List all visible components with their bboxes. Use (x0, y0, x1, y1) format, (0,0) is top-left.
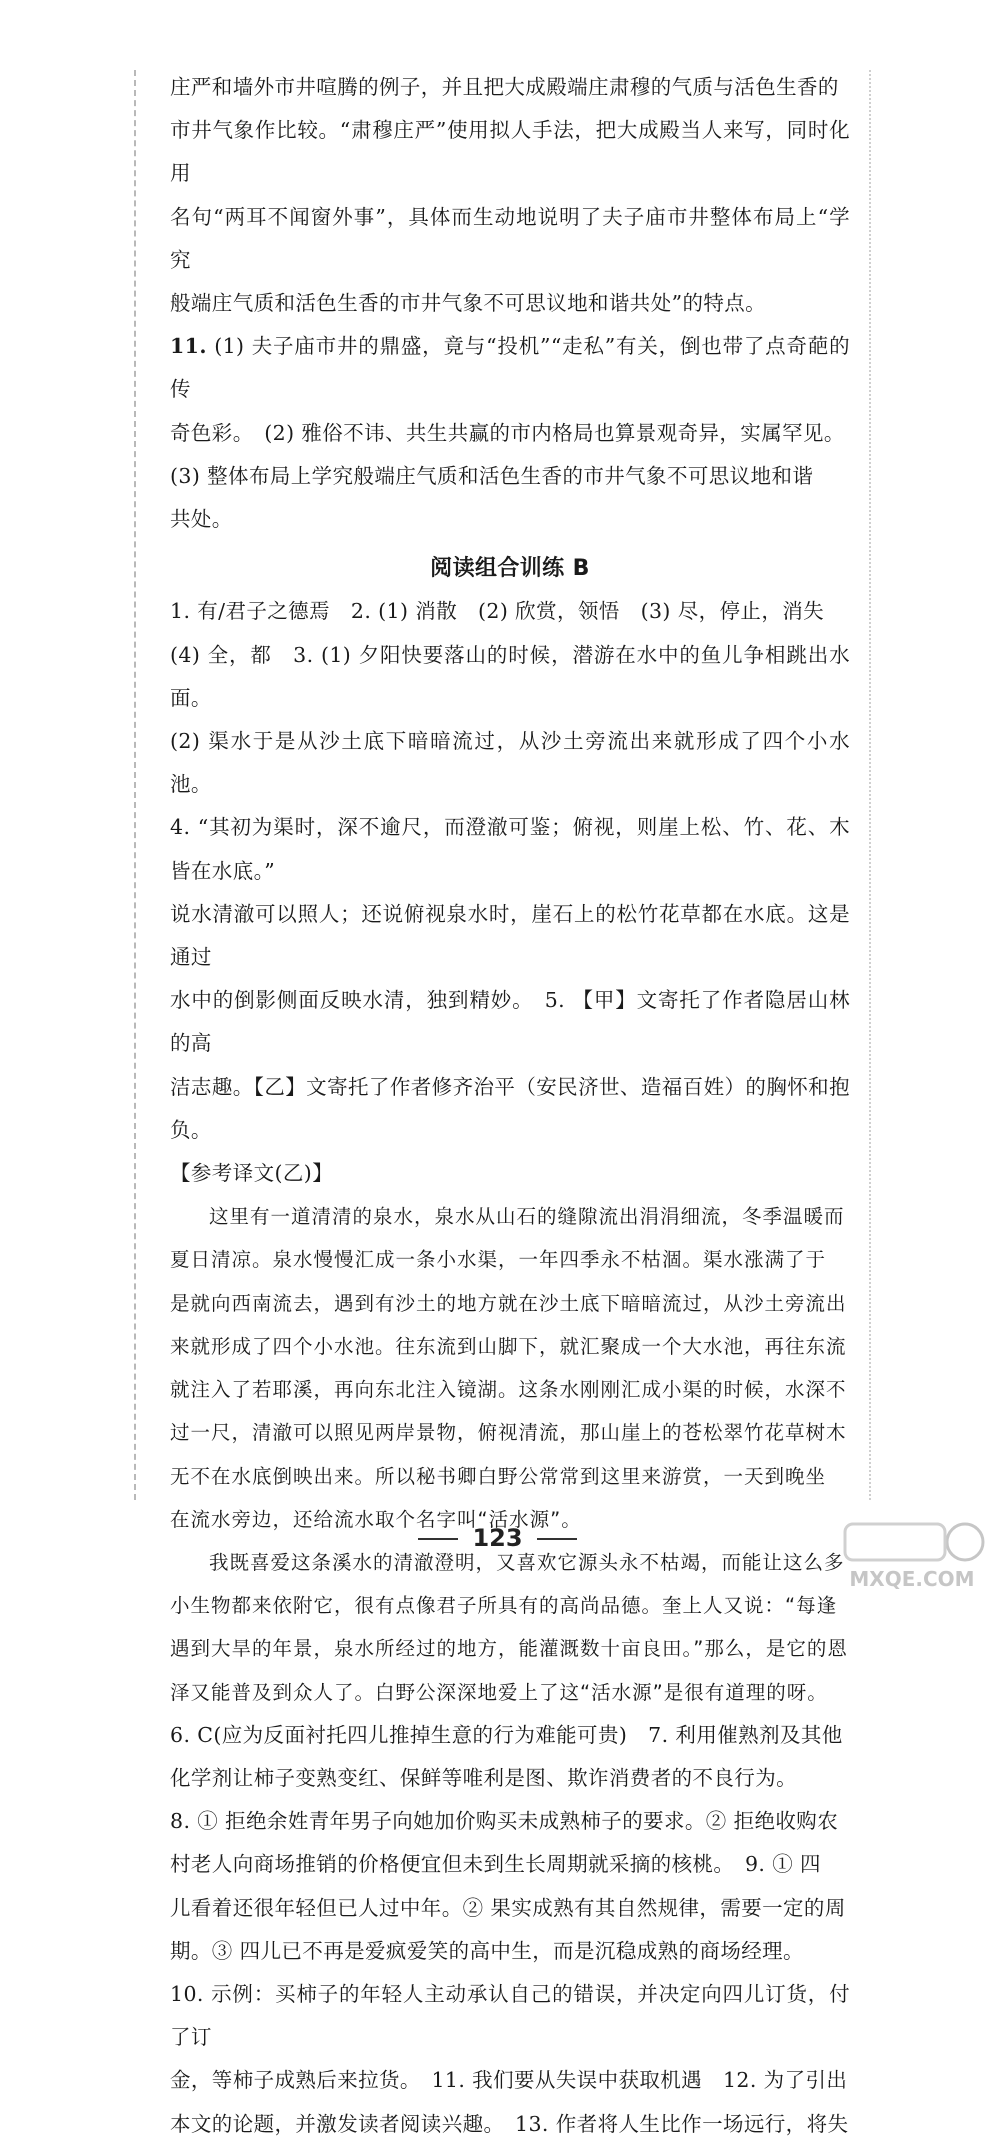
text-line: 共处。 (170, 507, 233, 532)
watermark-logo (837, 1514, 987, 1594)
answer-line: 期。③ 四儿已不再是爱疯爱笑的高中生，而是沉稳成熟的商场经理。 (170, 1938, 804, 1963)
question-number: 11. (170, 334, 207, 359)
translation-line: 遇到大旱的年景，泉水所经过的地方，能灌溉数十亩良田。”那么，是它的恩 (170, 1637, 848, 1661)
translation-title: 【参考译文(乙)】 (170, 1161, 334, 1186)
answer-line: 化学剂让柿子变熟变红、保鲜等唯利是图、欺诈消费者的不良行为。 (170, 1765, 797, 1790)
right-dotted-rule (869, 70, 871, 1500)
watermark-text: MXQE.COM (849, 1567, 975, 1591)
answer-line: (2) 渠水于是从沙土底下暗暗流过，从沙土旁流出来就形成了四个小水池。 (170, 729, 850, 797)
page-number: 123 (472, 1524, 523, 1552)
translation-line: 小生物都来依附它，很有点像君子所具有的高尚品德。奎上人又说：“每逢 (170, 1594, 838, 1618)
answer-line: 本文的论题，并激发读者阅读兴趣。 13. 作者将人生比作一场远行，将失 (170, 2111, 849, 2136)
answer-line: 儿看着还很年轻但已人过中年。② 果实成熟有其自然规律，需要一定的周 (170, 1895, 846, 1920)
text-line: 庄严和墙外市井喧腾的例子，并且把大成殿端庄肃穆的气质与活色生香的 (170, 75, 839, 99)
text-line: 奇色彩。 (2) 雅俗不讳、共生共赢的市内格局也算景观奇异，实属罕见。 (170, 420, 845, 445)
text-line: 名句“两耳不闻窗外事”，具体而生动地说明了夫子庙市井整体布局上“学究 (170, 204, 850, 272)
translation-line: 无不在水底倒映出来。所以秘书卿白野公常常到这里来游赏，一天到晚坐 (170, 1464, 827, 1488)
answer-content (170, 66, 850, 2146)
answer-line: 水中的倒影侧面反映水清，独到精妙。 5. 【甲】文寄托了作者隐居山林的高 (170, 988, 850, 1056)
footer-dash-left (418, 1538, 458, 1540)
text-line: (3) 整体布局上学究般端庄气质和活色生香的市井气象不可思议地和谐 (170, 463, 814, 488)
translation-line: 来就形成了四个小水池。往东流到山脚下，就汇聚成一个大水池，再往东流 (170, 1334, 847, 1358)
watermark-circle-icon (947, 1524, 983, 1560)
left-dashed-rule (134, 70, 136, 1500)
answer-line: 村老人向商场推销的价格便宜但未到生长周期就采摘的核桃。 9. ① 四 (170, 1852, 821, 1877)
answer-line: 4. “其初为渠时，深不逾尺，而澄澈可鉴；俯视，则崖上松、竹、花、木皆在水底。” (170, 815, 850, 883)
footer-dash-right (537, 1538, 577, 1540)
translation-line: 我既喜爱这条溪水的清澈澄明，又喜欢它源头永不枯竭，而能让这么多 (209, 1550, 845, 1574)
answer-line: 6. C(应为反面衬托四儿推掉生意的行为难能可贵) 7. 利用催熟剂及其他 (170, 1722, 843, 1747)
translation-paragraph-1 (170, 1195, 850, 1541)
question-11 (170, 325, 850, 411)
translation-line: 这里有一道清清的泉水，泉水从山石的缝隙流出涓涓细流，冬季温暖而 (209, 1205, 845, 1229)
translation-line: 泽又能普及到众人了。白野公深深地爱上了这“活水源”是很有道理的呀。 (170, 1680, 828, 1704)
translation-line: 就注入了若耶溪，再向东北注入镜湖。这条水刚刚汇成小渠的时候，水深不 (170, 1378, 847, 1402)
text-line: (1) 夫子庙市井的鼎盛，竟与“投机”“走私”有关，倒也带了点奇葩的传 (170, 334, 850, 402)
answer-line: 金，等柿子成熟后来拉货。 11. 我们要从失误中获取机遇 12. 为了引出 (170, 2068, 848, 2093)
answer-line: 1. 有/君子之德焉 2. (1) 消散 (2) 欣赏，领悟 (3) 尽，停止，消失 (170, 599, 825, 624)
translation-line: 过一尺，清澈可以照见两岸景物，俯视清流，那山崖上的苍松翠竹花草树木 (170, 1421, 847, 1445)
section-title: 阅读组合训练 B (430, 556, 590, 582)
answer-line: (4) 全，都 3. (1) 夕阳快要落山的时候，潜游在水中的鱼儿争相跳出水面。 (170, 642, 850, 710)
text-line: 市井气象作比较。“肃穆庄严”使用拟人手法，把大成殿当人来写，同时化用 (170, 118, 850, 186)
translation-line: 在流水旁边，还给流水取个名字叫“活水源”。 (170, 1507, 582, 1531)
translation-paragraph-2 (170, 1541, 850, 1714)
watermark-box-icon (845, 1524, 945, 1560)
answer-line: 说水清澈可以照人；还说俯视泉水时，崖石上的松竹花草都在水底。这是通过 (170, 901, 850, 970)
text-line: 般端庄气质和活色生香的市井气象不可思议地和谐共处”的特点。 (170, 291, 767, 316)
answer-line: 8. ① 拒绝余姓青年男子向她加价购买未成熟柿子的要求。② 拒绝收购农 (170, 1809, 839, 1834)
answer-line: 洁志趣。【乙】文寄托了作者修齐治平（安民济世、造福百姓）的胸怀和抱负。 (170, 1074, 850, 1142)
translation-line: 夏日清凉。泉水慢慢汇成一条小水渠，一年四季永不枯涸。渠水涨满了于 (170, 1248, 827, 1272)
answer-line: 10. 示例：买柿子的年轻人主动承认自己的错误，并决定向四儿订货，付了订 (170, 1981, 850, 2050)
translation-line: 是就向西南流去，遇到有沙土的地方就在沙土底下暗暗流过，从沙土旁流出 (170, 1291, 847, 1315)
